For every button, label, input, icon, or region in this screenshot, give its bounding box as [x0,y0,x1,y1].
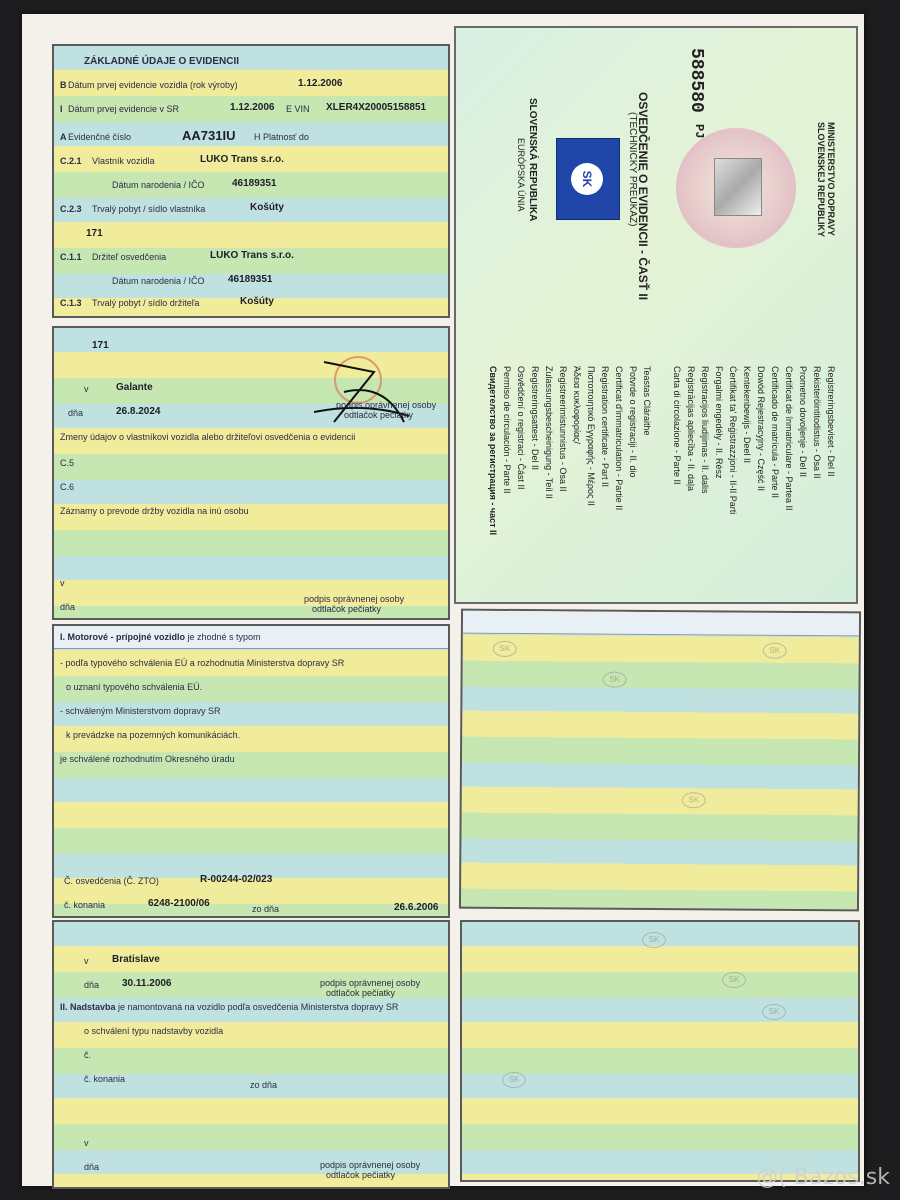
sk-logo: SK [722,972,746,988]
field-c: č. [84,1050,92,1060]
signature [304,352,414,432]
certificate-subtitle: (TECHNICKÝ PREUKAZ) [627,112,638,227]
field-code: C.2.3 [60,204,82,214]
sign-label-2: podpis oprávnenej osoby [304,594,405,604]
sign-label: podpis oprávnenej osoby [320,978,421,988]
sk-logo: SK [682,792,706,808]
sk-logo: SK [502,1072,526,1088]
field-c6: C.6 [60,482,75,492]
field-label: Dátum narodenia / IČO [112,276,205,286]
field-c5: C.5 [60,458,75,468]
section-title-rest: je zhodné s typom [185,632,261,642]
ministry-label-2: SLOVENSKEJ REPUBLIKY [816,122,826,238]
first-registration-date: 1.12.2006 [298,78,343,89]
owner-name: LUKO Trans s.r.o. [200,154,284,165]
watermark: @( Bazos.sk [756,1165,890,1190]
blank-panel-right-bottom [460,920,860,1182]
transfer-label: Záznamy o prevode držby vozidla na inú osobu [60,506,249,516]
translation-line: Certificado de matrícula - Parte II [770,366,780,499]
city: Galante [116,382,153,393]
translation-line: Registreerimistunnistus - Osa II [558,366,568,492]
eu-flag [556,138,620,220]
translation-line: Πιστοποιητικό Εγγραφής - Μέρος II [586,366,596,506]
panel-header: ZÁKLADNÉ ÚDAJE O EVIDENCII [84,56,240,67]
translation-line: Forgalmi engedély - II. Rész [714,366,724,479]
translation-line: Carta di circolazione - Parte II [672,366,682,485]
translation-line: Άδεια κυκλοφορίας/ [572,366,582,445]
registration-certificate-sheet [22,14,864,1186]
field-code: C.1.3 [60,298,82,308]
date-label: dňa [84,980,100,990]
field-code: C.1.1 [60,252,82,262]
field-label: Vlastník vozidla [92,156,155,166]
sk-logo: SK [493,641,517,657]
translation-line: Registreringsbeviset - Del II [826,366,836,477]
sign-label-2: podpis oprávnenej osoby [320,1160,421,1170]
basic-registration-panel [52,44,450,318]
eu-label: EURÓPSKA ÚNIA [516,138,526,212]
date-label: dňa [68,408,84,418]
serial-number: 588580 [686,48,706,113]
vin-value: XLER4X20005158851 [326,102,427,113]
section-title [60,632,261,642]
translation-line: Certificat de înmatriculare - Partea II [784,366,794,511]
holder-ico: 46189351 [228,274,273,285]
sk-code: SK [571,163,603,195]
republic-label: SLOVENSKÁ REPUBLIKA [527,98,538,222]
translation-line: Kentekenbewijs - Deel II [742,366,752,464]
date-label-2: dňa [84,1162,100,1172]
field-label: Dátum prvej evidencie vozidla (rok výroby) [68,80,238,90]
city-prefix: v [84,956,89,966]
zo-dna-label: zo dňa [250,1080,278,1090]
field-label: Evidenčné číslo [68,132,132,142]
serial-prefix: PJ [692,124,706,139]
date-value: 26.8.2024 [116,406,161,417]
field-label: Držiteľ osvedčenia [92,252,167,262]
owner-address: Košúty [250,202,284,213]
vehicle-type-panel [52,624,450,918]
address-number: 171 [92,340,109,351]
zo-dna-value: 26.6.2006 [394,902,439,913]
translation-line: Registreringsattest - Del II [530,366,540,471]
translation-line: Permiso de circulación - Parte II [502,366,512,494]
cert-value: R-00244-02/023 [200,874,273,885]
translation-line: Reģistrācijas apliecība - II. daļa [686,366,696,492]
translation-line: Dowód Rejestracyjny - Część II [756,366,766,492]
validity-label: H Platnosť do [254,132,309,142]
type-line: k prevádzke na pozemných komunikáciách. [66,730,241,740]
field-label: Trvalý pobyt / sídlo držiteľa [92,298,200,308]
city-prefix-2: v [60,578,65,588]
translation-line: Свидетелство за регистрация - част II [488,366,498,536]
field-code: B [60,80,67,90]
type-line: - schváleným Ministerstvom dopravy SR [60,706,221,716]
field-label: Dátum prvej evidencie v SR [68,104,180,114]
certificate-cover [454,26,858,604]
konania-label: č. konania [64,900,106,910]
field-label: Dátum narodenia / IČO [112,180,205,190]
translation-line: Osvědčení o registraci - Část II [516,366,526,490]
field-code: A [60,132,67,142]
stamp-label-2: odtlačok pečiatky [326,1170,396,1180]
registration-number: AA731IU [182,128,236,143]
city-prefix: v [84,384,89,394]
section-title-rest: je namontovaná na vozidlo podľa osvedčenia Ministerstva dopravy SR [115,1002,399,1012]
translation-line: Zulassungsbescheinigung - Teil II [544,366,554,499]
city: Bratislave [112,954,160,965]
date-label-2: dňa [60,602,76,612]
body-panel [52,920,450,1189]
konania-value: 6248-2100/06 [148,898,210,909]
field-code: I [60,104,63,114]
date-value: 30.11.2006 [122,978,172,989]
translation-line: Certificat d'immatriculation - Partie II [614,366,624,511]
type-line: je schválené rozhodnutím Okresného úradu [60,754,235,764]
city-prefix-2: v [84,1138,89,1148]
holder-address: Košúty [240,296,274,307]
certificate-title: OSVEDČENIE O EVIDENCII - ČASŤ II [636,92,650,301]
translation-line: Rekisteröintitodistus - Osa II [812,366,822,479]
field-label: Trvalý pobyt / sídlo vlastníka [92,204,206,214]
section-title-bold: I. Motorové - prípojné vozidlo [60,632,185,642]
owner-ico: 46189351 [232,178,277,189]
konania-label: č. konania [84,1074,126,1084]
sign-label: podpis oprávnenej osoby [336,400,437,410]
section-title-bold: II. Nadstavba [60,1002,116,1012]
section-title [60,1002,398,1012]
type-line: o uznaní typového schválenia EÚ. [66,682,203,692]
sk-logo: SK [763,643,787,659]
stamp-label-2: odtlačok pečiatky [312,604,382,614]
changes-label: Zmeny údajov o vlastníkovi vozidla alebo držiteľovi osvedčenia o evidencii [60,432,356,442]
translation-line: Teastas Cláraithe [642,366,652,436]
translation-line: Registration certificate - Part II [600,366,610,488]
zo-dna-label: zo dňa [252,904,280,914]
cert-label: Č. osvedčenia (Č. ZTO) [64,876,159,886]
body-line: o schválení typu nadstavby vozidla [84,1026,224,1036]
translation-line: Prometno dovoljenje - Del II [798,366,808,478]
vin-label: E VIN [286,104,310,114]
type-line: - podľa typového schválenia EÚ a rozhodnutia Ministerstva dopravy SR [60,658,345,668]
first-registration-sr-date: 1.12.2006 [230,102,275,113]
stamp-label: odtlačok pečiatky [344,410,414,420]
sk-logo: SK [603,672,627,688]
stamp-label: odtlačok pečiatky [326,988,396,998]
blank-panel-right-top [459,609,861,912]
translation-line: Ċertifikat ta' Reġistrazzjoni - II-II Parti [728,366,738,515]
hologram [714,158,762,216]
sk-logo: SK [762,1004,786,1020]
sk-logo: SK [642,932,666,948]
translation-line: Registracijos liudijimas - II. dalis [700,366,710,494]
owner-changes-panel [52,326,450,620]
translation-line: Potvrde o registraciji - II. dio [628,366,638,478]
owner-address-number: 171 [86,228,103,239]
holder-name: LUKO Trans s.r.o. [210,250,294,261]
ministry-label: MINISTERSTVO DOPRAVY [826,122,836,236]
field-code: C.2.1 [60,156,82,166]
